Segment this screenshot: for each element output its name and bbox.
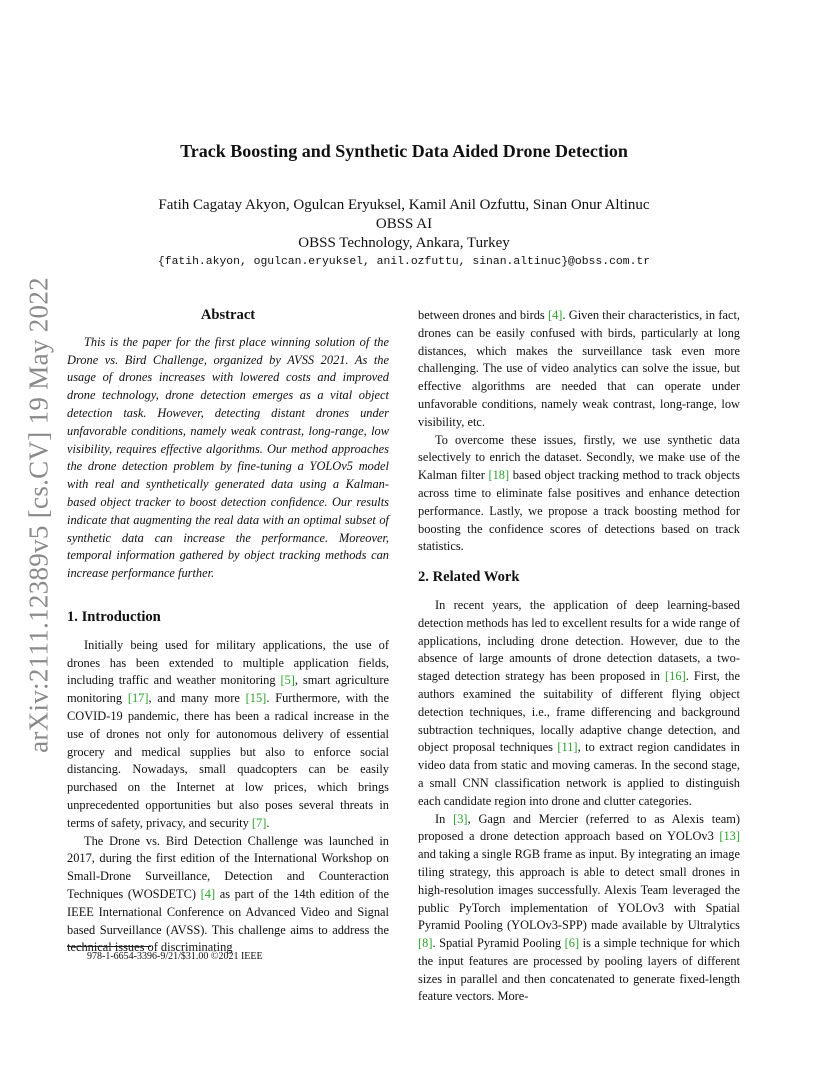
related-work-paragraph-2: In [3], Gagn and Mercier (referred to as Alexis team) proposed a drone detection approach based on YOLOv3 [13] and taking a single RGB frame as input. By integrating an image tiling strategy, this approach is able to detect small drones in high-resolution images successfully. Alexis Team leveraged the public PyTorch implementation of YOLOv3 with Spatial Pyramid Pooling (YOLOv3-SPP) made available by Ultralytics [8]. Spatial Pyramid Pooling [6] is a simple technique for which the input features are processed by pooling layers of different sizes in parallel and then concatenated to generate fixed-length feature vectors. More- [418, 811, 740, 1004]
author-names: Fatih Cagatay Akyon, Ogulcan Eryuksel, Kamil Anil Ozfuttu, Sinan Onur Altinuc [158, 197, 650, 213]
arxiv-identifier: arXiv:2111.12389v5 [cs.CV] 19 May 2022 [23, 277, 54, 753]
author-block [0, 196, 808, 253]
intro-paragraph-2: The Drone vs. Bird Detection Challenge was launched in 2017, during the first edition of the International Workshop on Small-Drone Surveillance, Detection and Counteraction Techniques (WOSDETC) [4] as part of the 14th edition of the IEEE International Conference on Advanced Video and Signal based Surveillance (AVSS). This challenge aims to address the technical issues of discriminating [67, 833, 389, 955]
introduction-heading: 1. Introduction [67, 608, 161, 625]
arxiv-sidebar [22, 270, 56, 760]
citation-link[interactable]: [7] [251, 815, 267, 830]
related-work-paragraph-1: In recent years, the application of deep learning-based detection methods has led to excellent results for a wide range of applications, including drone detection. However, due to the absence of large amounts of drone detection datasets, a two-staged detection strategy has been proposed in [16]. First, the authors examined the suitability of different flying object detection techniques, i.e., frame differencing and background subtraction techniques, locally adaptive change detection, and object proposal techniques [11], to extract region candidates in video data from static and moving cameras. In the second stage, a small CNN classification network is applied to distinguish each candidate region into drone and clutter categories. [418, 597, 740, 808]
footnote-text: 978-1-6654-3396-9/21/$31.00 ©2021 IEEE [87, 951, 263, 962]
citation-link[interactable]: [16] [665, 669, 686, 684]
address: OBSS Technology, Ankara, Turkey [298, 235, 510, 251]
citation-link[interactable]: [8] [418, 936, 433, 951]
citation-link[interactable]: [4] [547, 308, 563, 322]
citation-link[interactable]: [13] [719, 829, 740, 844]
related-work-heading: 2. Related Work [418, 569, 520, 586]
intro-contributions-paragraph: To overcome these issues, firstly, we use synthetic data selectively to enrich the dataset. Secondly, we make use of the Kalman filter [18] based object tracking method to track objects across time to eliminate false positives and enhance detection performance. Lastly, we propose a track boosting method for boosting the confidence scores of detections based on track statistics. [418, 432, 740, 554]
abstract-text: This is the paper for the first place winning solution of the Drone vs. Bird Challenge, organized by AVSS 2021. As the usage of drones increases with lowered costs and improved drone technology, drone detection emerges as a vital object detection task. However, detecting distant drones under unfavorable conditions, namely weak contrast, long-range, low visibility, requires effective algorithms. Our method approaches the drone detection problem by fine-tuning a YOLOv5 model with real and synthetically generated data using a Kalman-based object tracker to boost detection confidence. Our results indicate that augmenting the real data with an optimal subset of synthetic data can increase the performance. Moreover, temporal information gathered by object tracking methods can increase performance further. [67, 334, 389, 581]
paper-title: Track Boosting and Synthetic Data Aided Drone Detection [180, 141, 628, 161]
citation-link[interactable]: [17] [127, 691, 149, 706]
citation-link[interactable]: [15] [245, 691, 267, 706]
citation-link[interactable]: [5] [280, 673, 295, 688]
citation-link[interactable]: [11] [557, 740, 578, 755]
intro-continuation-paragraph: between drones and birds [4]. Given their characteristics, in fact, drones can be easily confused with birds, particularly at long distances, which makes the surveillance task even more challenging. The use of video analytics can solve the issue, but effective algorithms are needed that can operate under unfavorable conditions, namely weak contrast, long-range, low visibility, etc. [418, 308, 740, 429]
affiliation: OBSS AI [375, 216, 433, 232]
citation-link[interactable]: [4] [200, 886, 216, 901]
citation-link[interactable]: [3] [453, 811, 468, 826]
citation-link[interactable]: [6] [564, 936, 580, 951]
abstract-heading: Abstract [200, 307, 256, 323]
right-column [418, 307, 740, 1006]
intro-paragraph-1: Initially being used for military applications, the use of drones has been extended to multiple application fields, including traffic and weather monitoring [5], smart agriculture monitoring [17], and many more [15]. Furthermore, with the COVID-19 pandemic, there has been a radical increase in the use of drones not only for autonomous delivery of essential grocery and medical supplies but also to enforce social distancing. Nowadays, small quadcopters can be easily purchased on the Internet at low prices, which brings unprecedented opportunities but also poses several threats in terms of safety, privacy, and security [7]. [67, 637, 389, 830]
left-column [67, 307, 389, 957]
footnote-rule [67, 946, 151, 947]
copyright-footnote [67, 946, 389, 962]
citation-link[interactable]: [18] [488, 468, 510, 483]
author-emails: {fatih.akyon, ogulcan.eryuksel, anil.ozfuttu, sinan.altinuc}@obss.com.tr [157, 256, 651, 268]
